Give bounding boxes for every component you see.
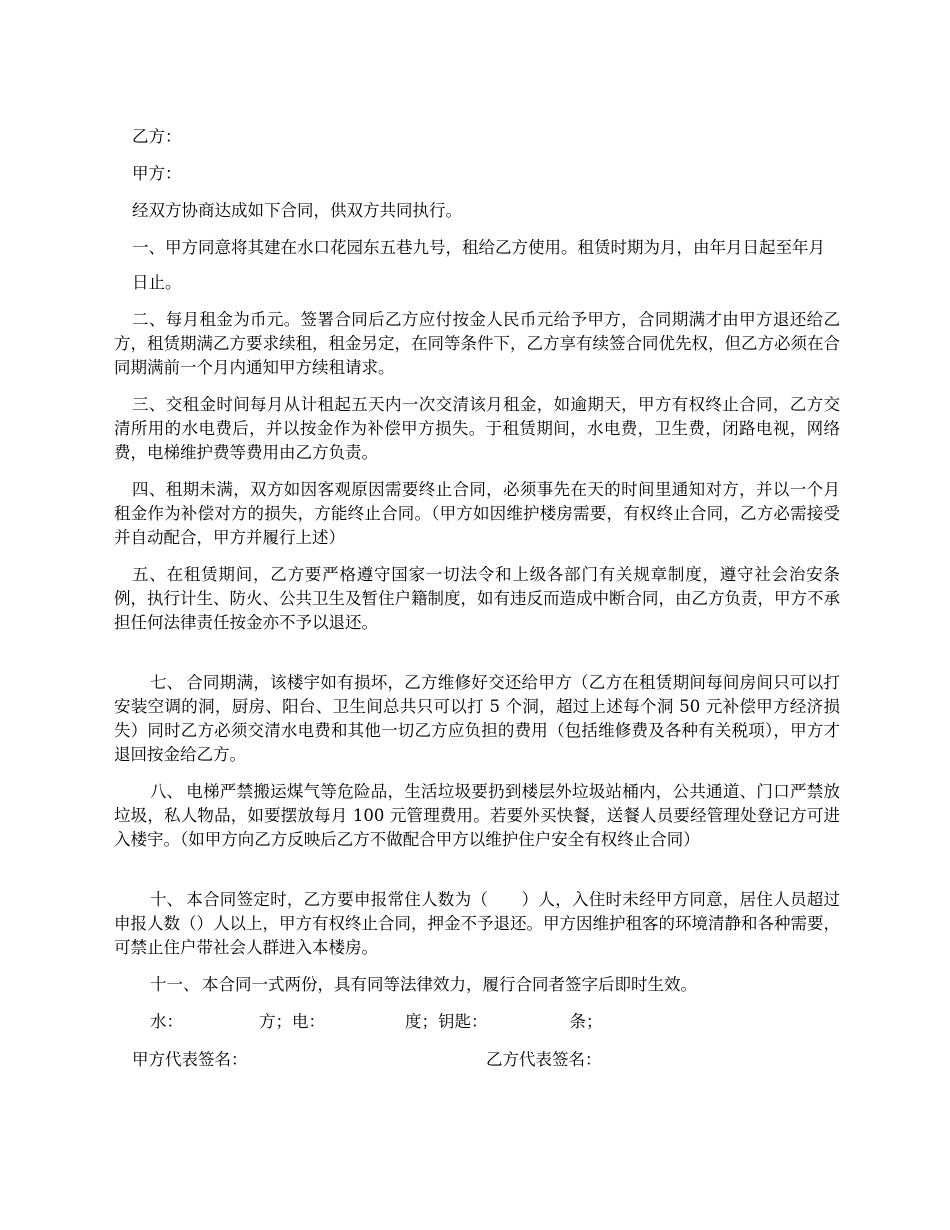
clause-10-number: 十、 bbox=[150, 890, 183, 909]
clause-8 bbox=[114, 780, 840, 852]
clause-11-number: 十一、 bbox=[150, 975, 200, 994]
key-unit-label: 条； bbox=[569, 1012, 603, 1031]
party-b-label: 乙方： bbox=[132, 127, 182, 146]
party-b-signature-label: 乙方代表签名： bbox=[486, 1050, 602, 1069]
electric-unit-key-label: 度；钥匙： bbox=[405, 1012, 488, 1031]
blank-line bbox=[114, 865, 840, 888]
water-unit-electric-label: 方；电： bbox=[259, 1012, 325, 1031]
clause-7-number: 七、 bbox=[150, 673, 183, 692]
contract-page bbox=[114, 125, 840, 1072]
clause-11 bbox=[114, 973, 840, 997]
clause-7-text: 合同期满，该楼宇如有损坏，乙方维修好交还给甲方（乙方在租赁期间每间房间只可以打安装空调的洞，厨房、阳台、卫生间总共只可以打 5 个洞，超过上述每个洞 50 元补偿甲方经济损失）同时乙方必须交清水电费和其他一切乙方应负担的费用（包括维修费及各种有关税项），甲方才退回按金给乙方。 bbox=[114, 673, 840, 764]
clause-5: 五、在租赁期间，乙方要严格遵守国家一切法令和上级各部门有关规章制度，遵守社会治安条例，执行计生、防火、公共卫生及暂住户籍制度，如有违反而造成中断合同，由乙方负责，甲方不承担任何法律责任按金亦不予以退还。 bbox=[114, 565, 840, 632]
clause-3: 三、交租金时间每月从计租起五天内一次交清该月租金，如逾期天，甲方有权终止合同，乙方交清所用的水电费后，并以按金作为补偿甲方损失。于租赁期间，水电费，卫生费，闭路电视，网络费，电梯维护费等费用由乙方负责。 bbox=[114, 395, 840, 462]
blank-line bbox=[114, 648, 840, 671]
clause-1: 一、甲方同意将其建在水口花园东五巷九号，租给乙方使用。租赁时期为月，由年月日起至年月 bbox=[132, 238, 825, 257]
contract-intro: 经双方协商达成如下合同，供双方共同执行。 bbox=[132, 201, 462, 220]
meter-readings bbox=[114, 1010, 840, 1034]
clause-8-number: 八、 bbox=[150, 782, 183, 801]
clause-7 bbox=[114, 671, 840, 767]
clause-10-text: 本合同签定时，乙方要申报常住人数为（ ）人，入住时未经甲方同意，居住人员超过申报人数（）人以上，甲方有权终止合同，押金不予退还。甲方因维护租客的环境清静和各种需要，可禁止住户带社会人群进入本楼房。 bbox=[114, 890, 840, 957]
clause-11-text: 本合同一式两份，具有同等法律效力，履行合同者签字后即时生效。 bbox=[202, 975, 697, 994]
clause-10 bbox=[114, 888, 840, 960]
party-a-signature-label: 甲方代表签名： bbox=[132, 1050, 248, 1069]
clause-2: 二、每月租金为币元。签署合同后乙方应付按金人民币元给予甲方，合同期满才由甲方退还给乙方，租赁期满乙方要求续租，租金另定，在同等条件下，乙方享有续签合同优先权，但乙方必须在合同期满前一个月内通知甲方续租请求。 bbox=[114, 310, 840, 377]
party-a-label: 甲方： bbox=[132, 164, 182, 183]
clause-1-end: 日止。 bbox=[132, 273, 182, 292]
water-meter-label: 水： bbox=[150, 1012, 183, 1031]
signature-row bbox=[114, 1048, 840, 1072]
clause-8-text: 电梯严禁搬运煤气等危险品，生活垃圾要扔到楼层外垃圾站桶内，公共通道、门口严禁放垃圾，私人物品，如要摆放每月 100 元管理费用。若要外买快餐，送餐人员要经管理处登记方可进入楼宇。（如甲方向乙方反映后乙方不做配合甲方以维护住户安全有权终止合同） bbox=[114, 782, 840, 849]
clause-4: 四、租期未满，双方如因客观原因需要终止合同，必须事先在天的时间里通知对方，并以一个月租金作为补偿对方的损失，方能终止合同。（甲方如因维护楼房需要，有权终止合同，乙方必需接受并自动配合，甲方并履行上述） bbox=[114, 480, 840, 547]
